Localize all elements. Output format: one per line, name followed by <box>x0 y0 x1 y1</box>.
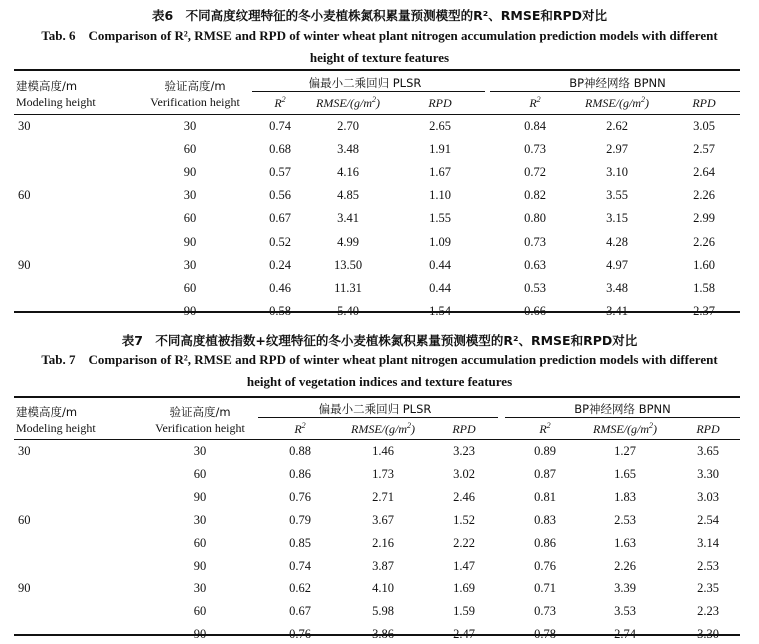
table7-cell-verif: 60 <box>193 535 207 550</box>
table6-cell-plsr-r2: 0.74 <box>269 119 291 133</box>
table7-cell-plsr-rmse: 2.71 <box>372 489 394 504</box>
table7-cell-model: 30 <box>18 444 31 458</box>
table7-cell-bpnn-rpd: 3.14 <box>697 535 719 550</box>
table6-col-verif-cn: 验证高度/m <box>164 79 226 93</box>
table6-cell-bpnn-rmse: 3.15 <box>606 211 628 226</box>
table7-cell-plsr-r2: 0.86 <box>289 466 311 481</box>
table7-cell-model: 60 <box>18 512 31 527</box>
table6-cell-plsr-rpd: 1.55 <box>429 211 451 226</box>
table7-cell-verif: 60 <box>193 604 207 619</box>
table6-cell-bpnn-rpd: 2.99 <box>693 211 715 226</box>
table6-col-r2-bpnn: $R^2$ <box>529 95 541 110</box>
table6-caption-en-line1: Tab. 6 Comparison of R², RMSE and RPD of winter wheat plant nitrogen accumulation prediction models with different <box>41 28 718 43</box>
table7-cell-verif: 90 <box>193 489 207 504</box>
table7-header-rule <box>14 439 740 440</box>
table6-col-rpd-plsr: RPD <box>428 96 452 110</box>
table6-cell-verif: 30 <box>183 257 197 272</box>
table7-cell-bpnn-rmse: 1.83 <box>614 489 636 504</box>
table6-cell-verif: 60 <box>183 280 197 295</box>
table6-cell-model: 30 <box>18 119 31 133</box>
table6-cell-plsr-rpd: 0.44 <box>429 280 451 295</box>
table6-plsr-rule <box>252 91 485 92</box>
table6-cell-bpnn-r2: 0.80 <box>524 211 546 226</box>
table6-cell-bpnn-r2: 0.73 <box>524 142 546 157</box>
table6-cell-plsr-rpd: 1.67 <box>429 165 451 180</box>
table6-cell-plsr-rpd: 0.44 <box>429 257 451 272</box>
table6-cell-bpnn-rmse: 3.10 <box>606 165 628 180</box>
table7-cell-plsr-rmse: 4.10 <box>372 581 394 596</box>
table7-cell-plsr-r2: 0.85 <box>289 535 311 550</box>
table6-cell-verif: 60 <box>183 211 197 226</box>
table6-caption-en-line2: height of texture features <box>309 50 450 65</box>
table6-col-r2-plsr: $R^2$ <box>274 95 286 110</box>
table7-cell-plsr-rmse: 3.87 <box>372 558 394 573</box>
table7-bottom-rule <box>14 634 740 636</box>
table6-cell-bpnn-rmse: 2.97 <box>606 142 628 157</box>
table6-cell-bpnn-rmse: 4.28 <box>606 234 628 249</box>
table7-cell-verif: 30 <box>193 581 207 596</box>
table6-cell-plsr-r2: 0.68 <box>269 142 291 157</box>
table7-cell-plsr-r2: 0.67 <box>289 604 311 619</box>
table7-cell-plsr-rpd: 1.59 <box>453 604 475 619</box>
table6-cell-plsr-rmse: 3.48 <box>337 142 359 157</box>
table7-cell-bpnn-rmse: 3.39 <box>614 581 636 596</box>
table6-bpnn-rule <box>490 91 740 92</box>
table6-cell-plsr-r2: 0.46 <box>269 280 291 295</box>
table7-cell-bpnn-r2: 0.73 <box>534 604 556 619</box>
table7-cell-verif: 90 <box>193 558 207 573</box>
table6-cell-bpnn-rpd: 1.60 <box>693 257 715 272</box>
table6-cell-plsr-r2: 0.57 <box>269 165 291 180</box>
table6-col-model-en: Modeling height <box>16 95 96 109</box>
table7-cell-bpnn-r2: 0.76 <box>534 558 556 573</box>
table7-cell-bpnn-rpd: 2.23 <box>697 604 719 619</box>
table7-caption-cn: 表7 不同高度植被指数+纹理特征的冬小麦植株氮积累量预测模型的R²、RMSE和RPD对比 <box>121 333 638 348</box>
table7-col-model-en: Modeling height <box>16 421 96 435</box>
table7-cell-bpnn-rmse: 2.53 <box>614 512 636 527</box>
table6-cell-plsr-rpd: 1.91 <box>429 142 451 157</box>
table7-cell-model: 90 <box>18 581 31 596</box>
table6-cell-bpnn-r2: 0.53 <box>524 280 546 295</box>
table6-group-plsr: 偏最小二乘回归 PLSR <box>308 76 422 90</box>
table7-cell-plsr-rpd: 3.02 <box>453 466 475 481</box>
table7-col-rpd-plsr: RPD <box>452 422 476 436</box>
table7-cell-plsr-rpd: 1.47 <box>453 558 475 573</box>
table7-cell-plsr-r2: 0.76 <box>289 489 311 504</box>
table6-cell-verif: 60 <box>183 142 197 157</box>
table6-cell-model: 60 <box>18 188 31 203</box>
table7-cell-bpnn-r2: 0.86 <box>534 535 556 550</box>
table7-cell-bpnn-rmse: 1.27 <box>614 444 636 458</box>
table6-cell-plsr-rmse: 4.85 <box>337 188 359 203</box>
table7-group-bpnn: BP神经网络 BPNN <box>574 402 671 416</box>
table6-cell-plsr-rpd: 1.10 <box>429 188 451 203</box>
table6-cell-bpnn-rpd: 2.64 <box>693 165 715 180</box>
table6-cell-bpnn-rpd: 2.26 <box>693 234 715 249</box>
table7-cell-bpnn-rpd: 2.54 <box>697 512 719 527</box>
table7-cell-verif: 60 <box>193 466 207 481</box>
table7-cell-verif: 30 <box>193 444 207 458</box>
table7-cell-bpnn-r2: 0.89 <box>534 444 556 458</box>
table6-cell-bpnn-rmse: 2.62 <box>606 119 628 133</box>
table6-caption-en <box>0 25 759 69</box>
table6-cell-bpnn-r2: 0.72 <box>524 165 546 180</box>
table7-cell-plsr-rpd: 1.52 <box>453 512 475 527</box>
table6-cell-verif: 90 <box>183 165 197 180</box>
table6-col-rmse-plsr: RMSE/$(g/m^2)$ <box>316 95 380 110</box>
table7-cell-bpnn-r2: 0.87 <box>534 466 556 481</box>
table6-cell-bpnn-r2: 0.63 <box>524 257 546 272</box>
table6-cell-plsr-r2: 0.56 <box>269 188 291 203</box>
table7-cell-bpnn-rpd: 2.35 <box>697 581 719 596</box>
table7-cell-plsr-r2: 0.62 <box>289 581 311 596</box>
table6-cell-plsr-rmse: 2.70 <box>337 119 359 133</box>
table6-cell-verif: 90 <box>183 234 197 249</box>
table6-col-model-cn: 建模高度/m <box>16 79 78 93</box>
table6-cell-bpnn-rpd: 3.05 <box>693 119 715 133</box>
table7-cell-bpnn-rpd: 3.65 <box>697 444 719 458</box>
table7-cell-plsr-rpd: 2.46 <box>453 489 475 504</box>
table7-caption-en-line2: height of vegetation indices and texture features <box>246 374 513 389</box>
table7-cell-bpnn-rpd: 3.30 <box>697 466 719 481</box>
table6-cell-bpnn-rpd: 2.57 <box>693 142 715 157</box>
table6-cell-plsr-r2: 0.24 <box>269 257 291 272</box>
table7-cell-plsr-rmse: 1.73 <box>372 466 394 481</box>
table6-cell-bpnn-rmse: 3.48 <box>606 280 628 295</box>
table7-cell-plsr-rmse: 3.67 <box>372 512 394 527</box>
table7-cell-bpnn-r2: 0.71 <box>534 581 556 596</box>
table6-cell-plsr-rmse: 4.16 <box>337 165 359 180</box>
table6-col-verif-en: Verification height <box>150 95 240 109</box>
table7-bpnn-rule <box>505 417 740 418</box>
table6-col-rmse-bpnn: RMSE/$(g/m^2)$ <box>585 95 649 110</box>
table7-cell-plsr-r2: 0.79 <box>289 512 311 527</box>
table6-header-rule <box>14 114 740 115</box>
table6-cell-bpnn-rmse: 4.97 <box>606 257 628 272</box>
table7-cell-bpnn-r2: 0.81 <box>534 489 556 504</box>
table7-cell-plsr-rmse: 2.16 <box>372 535 394 550</box>
table6-cell-bpnn-r2: 0.73 <box>524 234 546 249</box>
table7-cell-plsr-r2: 0.74 <box>289 558 311 573</box>
table7-cell-bpnn-r2: 0.83 <box>534 512 556 527</box>
table7-cell-plsr-rpd: 3.23 <box>453 444 475 458</box>
table7-cell-verif: 30 <box>193 512 207 527</box>
table7-cell-bpnn-rmse: 1.65 <box>614 466 636 481</box>
table7-plsr-rule <box>258 417 498 418</box>
table6-cell-bpnn-rpd: 2.26 <box>693 188 715 203</box>
table6-cell-plsr-rmse: 3.41 <box>337 211 359 226</box>
table6-cell-verif: 30 <box>183 188 197 203</box>
table7-cell-bpnn-rmse: 1.63 <box>614 535 636 550</box>
table6-cell-bpnn-rpd: 1.58 <box>693 280 715 295</box>
table6-cell-plsr-r2: 0.67 <box>269 211 291 226</box>
table6-cell-plsr-rmse: 13.50 <box>333 257 363 272</box>
table6-cell-bpnn-rmse: 3.55 <box>606 188 628 203</box>
table6-col-rpd-bpnn: RPD <box>692 96 716 110</box>
table6-cell-verif: 30 <box>183 119 197 133</box>
table7-cell-bpnn-rmse: 2.26 <box>614 558 636 573</box>
table7-col-rmse-plsr: RMSE/$(g/m^2)$ <box>351 421 415 436</box>
table7-col-model-cn: 建模高度/m <box>16 405 78 419</box>
table7-cell-plsr-rmse: 5.98 <box>372 604 394 619</box>
table6-cell-plsr-rmse: 11.31 <box>334 280 362 295</box>
table7-caption-en-line1: Tab. 7 Comparison of R², RMSE and RPD of winter wheat plant nitrogen accumulation prediction models with different <box>41 352 718 367</box>
table7-col-r2-bpnn: $R^2$ <box>539 421 551 436</box>
table6-caption-cn: 表6 不同高度纹理特征的冬小麦植株氮积累量预测模型的R²、RMSE和RPD对比 <box>151 8 608 23</box>
table6-cell-bpnn-r2: 0.82 <box>524 188 546 203</box>
table7-cell-bpnn-rpd: 3.03 <box>697 489 719 504</box>
table6-bottom-rule <box>14 311 740 313</box>
table7-col-rpd-bpnn: RPD <box>696 422 720 436</box>
table6-cell-plsr-r2: 0.52 <box>269 234 291 249</box>
table6-group-bpnn: BP神经网络 BPNN <box>569 76 666 90</box>
table7-cell-bpnn-rpd: 2.53 <box>697 558 719 573</box>
table6-cell-plsr-rpd: 2.65 <box>429 119 451 133</box>
table7-col-verif-cn: 验证高度/m <box>169 405 231 419</box>
table6-cell-model: 90 <box>18 257 31 272</box>
table7-cell-plsr-rmse: 1.46 <box>372 444 394 458</box>
table7-col-verif-en: Verification height <box>155 421 245 435</box>
table7-cell-plsr-rpd: 2.22 <box>453 535 475 550</box>
table7-group-plsr: 偏最小二乘回归 PLSR <box>318 402 432 416</box>
table6-top-rule <box>14 69 740 71</box>
table6-cell-plsr-rmse: 4.99 <box>337 234 359 249</box>
table7-cell-bpnn-rmse: 3.53 <box>614 604 636 619</box>
table7-cell-plsr-rpd: 1.69 <box>453 581 475 596</box>
table7-col-rmse-bpnn: RMSE/$(g/m^2)$ <box>593 421 657 436</box>
table7-cell-plsr-r2: 0.88 <box>289 444 311 458</box>
table6-cell-bpnn-r2: 0.84 <box>524 119 546 133</box>
table6-cell-plsr-rpd: 1.09 <box>429 234 451 249</box>
table7-col-r2-plsr: $R^2$ <box>294 421 306 436</box>
table7-caption-en <box>0 349 759 393</box>
table7-top-rule <box>14 396 740 398</box>
